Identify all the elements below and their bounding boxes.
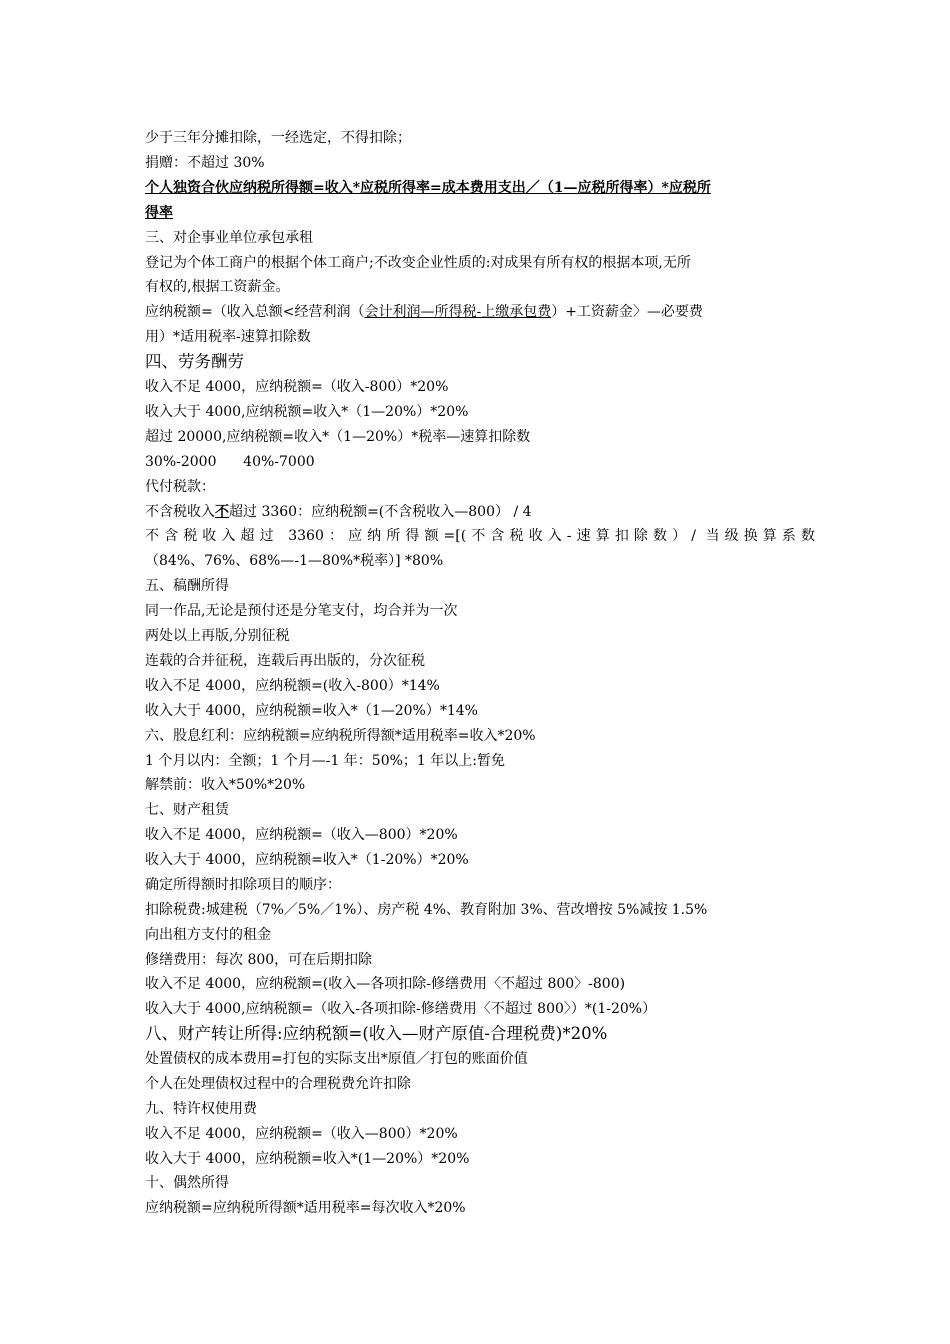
text-line: （84%、76%、68%—-1—80%*税率）] *80% (145, 553, 444, 569)
rate-text: 30%-2000 40%-7000 (145, 454, 315, 470)
text-line: 登记为个体工商户的根据个体工商户;不改变企业性质的:对成果有所有权的根据本项,无所 (145, 255, 691, 271)
section-heading: 十、偶然所得 (145, 1175, 229, 1191)
text-line: 收入不足 4000，应纳税额=（收入—800）*20% (145, 1126, 458, 1142)
underlined-formula-part: 会计利润—所得税-上缴承包费 (364, 304, 552, 320)
text-line: 收入大于 4000，应纳税额=收入*（1-20%）*20% (145, 852, 469, 868)
bold-formula-line: 得率 (145, 205, 173, 221)
formula-line (145, 300, 815, 325)
text-line: 连载的合并征税，连载后再出版的，分次征税 (145, 653, 425, 669)
text-part: 超过 3360：应纳税额=(不含税收入—800） / 4 (229, 504, 532, 520)
text-line: 扣除税费:城建税（7%／5%／1%）、房产税 4%、教育附加 3%、营改增按 5%减按 1.5% (145, 902, 708, 918)
text-line: 收入大于 4000,应纳税额=收入*（1—20%）*20% (145, 404, 469, 420)
text-line: 有权的,根据工资薪金。 (145, 279, 290, 295)
formula-part: ）+工资薪金〉—必要费 (551, 304, 703, 320)
text-line: 收入不足 4000，应纳税额=(收入-800）*14% (145, 678, 440, 694)
text-line: 收入大于 4000,应纳税额=（收入-各项扣除-修缮费用〈不超过 800〉）*(1-20%） (145, 1001, 657, 1017)
text-line: 超过 20000,应纳税额=收入*（1—20%）*税率—速算扣除数 (145, 429, 531, 445)
section-heading: 五、稿酬所得 (145, 578, 229, 594)
text-line: 捐赠：不超过 30% (145, 155, 265, 171)
section-heading: 六、股息红利：应纳税额=应纳税所得额*适用税率=收入*20% (145, 728, 536, 744)
text-line: 收入不足 4000，应纳税额=（收入-800）*20% (145, 379, 449, 395)
text-line: 向出租方支付的租金 (145, 927, 271, 943)
text-line: 修缮费用：每次 800，可在后期扣除 (145, 952, 373, 968)
text-line: 收入大于 4000，应纳税额=收入*(1—20%）*20% (145, 1151, 470, 1167)
text-line: 应纳税额=应纳税所得额*适用税率=每次收入*20% (145, 1200, 466, 1216)
text-line: 代付税款： (145, 479, 215, 495)
text-part: 不含税收入 (145, 504, 215, 520)
underlined-char: 不 (215, 504, 229, 520)
section-heading: 四、劳务酬劳 (145, 352, 244, 371)
text-line: 收入不足 4000，应纳税额=(收入—各项扣除-修缮费用〈不超过 800〉-800) (145, 976, 626, 992)
text-line (145, 500, 815, 525)
text-line: 用）*适用税率-速算扣除数 (145, 329, 311, 345)
text-line: 收入不足 4000，应纳税额=（收入—800）*20% (145, 827, 458, 843)
section-heading: 九、特许权使用费 (145, 1101, 257, 1117)
text-line: 个人在处理债权过程中的合理税费允许扣除 (145, 1076, 411, 1092)
text-line: 处置债权的成本费用=打包的实际支出*原值／打包的账面价值 (145, 1051, 528, 1067)
section-heading: 三、对企事业单位承包承租 (145, 230, 313, 246)
section-heading: 七、财产租赁 (145, 802, 229, 818)
text-line: 1 个月以内：全额；1 个月—-1 年：50%；1 年以上:暂免 (145, 753, 505, 769)
text-line: 确定所得额时扣除项目的顺序： (145, 877, 341, 893)
text-line (145, 450, 815, 475)
text-line: 少于三年分摊扣除，一经选定，不得扣除； (145, 130, 411, 146)
text-line: 不含税收入超过 3360：应纳所得额=[(不含税收入-速算扣除数）/ 当级换算系数 (145, 528, 815, 544)
text-line: 同一作品,无论是预付还是分笔支付，均合并为一次 (145, 603, 458, 619)
text-line: 收入大于 4000，应纳税额=收入*（1—20%）*14% (145, 703, 478, 719)
text-line: 解禁前：收入*50%*20% (145, 777, 306, 793)
formula-part: 应纳税额=（收入总额<经营利润（ (145, 304, 365, 320)
text-line: 两处以上再版,分别征税 (145, 628, 290, 644)
section-heading: 八、财产转让所得:应纳税额=(收入—财产原值-合理税费)*20% (145, 1024, 608, 1043)
bold-formula-line: 个人独资合伙应纳税所得额=收入*应税所得率=成本费用支出／（1—应税所得率）*应税所 (145, 180, 711, 196)
